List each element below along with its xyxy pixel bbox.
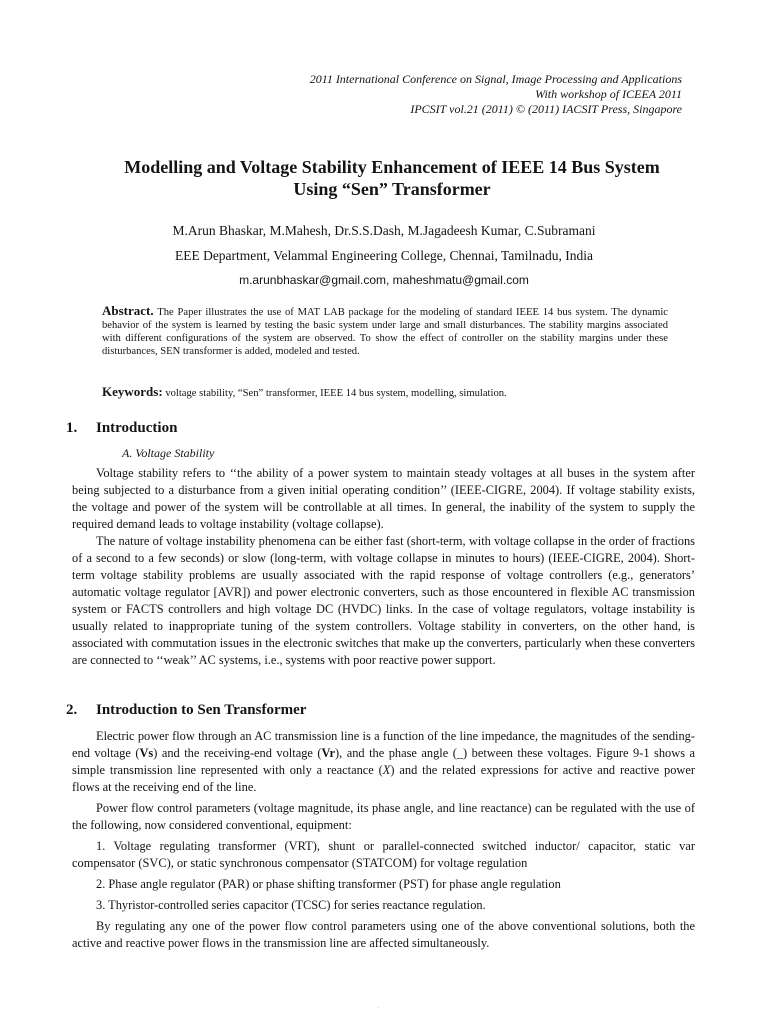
- paper-title: [60, 156, 724, 200]
- section-2-number: 2.: [66, 702, 78, 718]
- section-1-title: Introduction: [96, 420, 178, 436]
- list-item: 3. Thyristor-controlled series capacitor (TCSC) for series reactance regulation.: [96, 898, 486, 912]
- keywords-text: voltage stability, “Sen” transformer, IEEE 14 bus system, modelling, simulation.: [165, 388, 507, 399]
- x-symbol: X: [382, 763, 391, 777]
- vs-symbol: Vs: [139, 746, 154, 760]
- para1-part-c: ), and the phase angle (_) between these voltages. Figure 9-1 shows a simple transmission line represented with only a reactance (: [72, 746, 695, 777]
- keywords: [102, 384, 668, 400]
- footer-mark: .: [378, 1004, 380, 1010]
- section-2-heading: [66, 702, 306, 719]
- conference-line-3: IPCSIT vol.21 (2011) © (2011) IACSIT Press, Singapore: [410, 102, 682, 116]
- conference-line-1: 2011 International Conference on Signal, Image Processing and Applications: [309, 72, 682, 86]
- section-1-number: 1.: [66, 420, 78, 436]
- conference-header: [310, 72, 682, 117]
- list-item: 1. Voltage regulating transformer (VRT), shunt or parallel-connected switched inductor/ capacitor, static var compensator (SVC), or static synchronous compensator (STATCOM) for voltage regulation: [72, 839, 695, 870]
- title-line-2: Using “Sen” Transformer: [293, 179, 491, 199]
- section-1-body: [72, 465, 695, 669]
- section-1-paragraph-2: The nature of voltage instability phenomena can be either fast (short-term, with voltage collapse in the order of fractions of a second to a few seconds) or slow (long-term, with voltage collapse in minutes to hours) (IEEE-CIGRE, 2004). Short-term voltage stability problems are usually associated with the rapid response of voltage controllers (e.g., generators’ automatic voltage regulator [AVR]) and power electronic converters, such as those encountered in flexible AC transmission system or FACTS controllers and high voltage DC (HVDC) links. In the case of voltage regulators, voltage instability is usually related to inappropriate tuning of the system controllers. Voltage stability in converters, on the other hand, is associated with commutation issues in the electronic switches that make up the converters, particularly when these converters are connected to ‘‘weak’’ AC systems, i.e., systems with poor reactive power support.: [72, 534, 695, 667]
- equipment-list: [72, 838, 695, 956]
- section-2-title: Introduction to Sen Transformer: [96, 702, 307, 718]
- subsection-heading: A. Voltage Stability: [122, 446, 215, 460]
- title-line-1: Modelling and Voltage Stability Enhancement of IEEE 14 Bus System: [124, 157, 660, 177]
- abstract-text: The Paper illustrates the use of MAT LAB package for the modeling of standard IEEE 14 bus system. The dynamic behavior of the system is learned by testing the basic system under large and small disturbances. The stability margins associated with different configurations of the system are observed. To show the effect of controller on the stability margins under these disturbances, SEN transformer is added, modeled and tested.: [102, 307, 668, 357]
- section-2-paragraph-2: Power flow control parameters (voltage magnitude, its phase angle, and line reactance) can be regulated with the use of the following, now considered conventional, equipment:: [72, 801, 695, 832]
- list-item: 2. Phase angle regulator (PAR) or phase shifting transformer (PST) for phase angle regulation: [96, 877, 561, 891]
- abstract: [102, 304, 668, 358]
- emails: m.arunbhaskar@gmail.com, maheshmatu@gmail.com: [239, 273, 529, 287]
- affiliation: EEE Department, Velammal Engineering College, Chennai, Tamilnadu, India: [174, 248, 594, 263]
- conference-line-2: With workshop of ICEEA 2011: [535, 87, 682, 101]
- authors: M.Arun Bhaskar, M.Mahesh, Dr.S.S.Dash, M.Jagadeesh Kumar, C.Subramani: [172, 223, 596, 238]
- abstract-label: Abstract.: [102, 303, 154, 318]
- section-1-heading: [66, 420, 177, 437]
- section-2-body: [72, 728, 695, 834]
- keywords-label: Keywords:: [102, 384, 163, 399]
- section-2-paragraph-1: [72, 728, 695, 796]
- para1-part-d: ) and the related expressions for active and reactive power flows at the receiving end of the line.: [72, 763, 695, 794]
- section-1-paragraph-1: Voltage stability refers to ‘‘the ability of a power system to maintain steady voltages at all buses in the system after being subjected to a disturbance from a given initial operating condition’’ (IEEE-CIGRE, 2004). If voltage stability exists, the voltage and power of the system will be controllable at all times. In general, the inability of the system to supply the required demand leads to voltage instability (voltage collapse).: [72, 466, 695, 531]
- para1-part-a: Electric power flow through an AC transmission line is a function of the line impedance, the magnitudes of the sending-end voltage (: [72, 729, 695, 760]
- vr-symbol: Vr: [321, 746, 336, 760]
- section-2-paragraph-3: By regulating any one of the power flow control parameters using one of the above conventional solutions, both the active and reactive power flows in the transmission line are affected simultaneously.: [72, 919, 695, 950]
- para1-part-b: ) and the receiving-end voltage (: [153, 746, 322, 760]
